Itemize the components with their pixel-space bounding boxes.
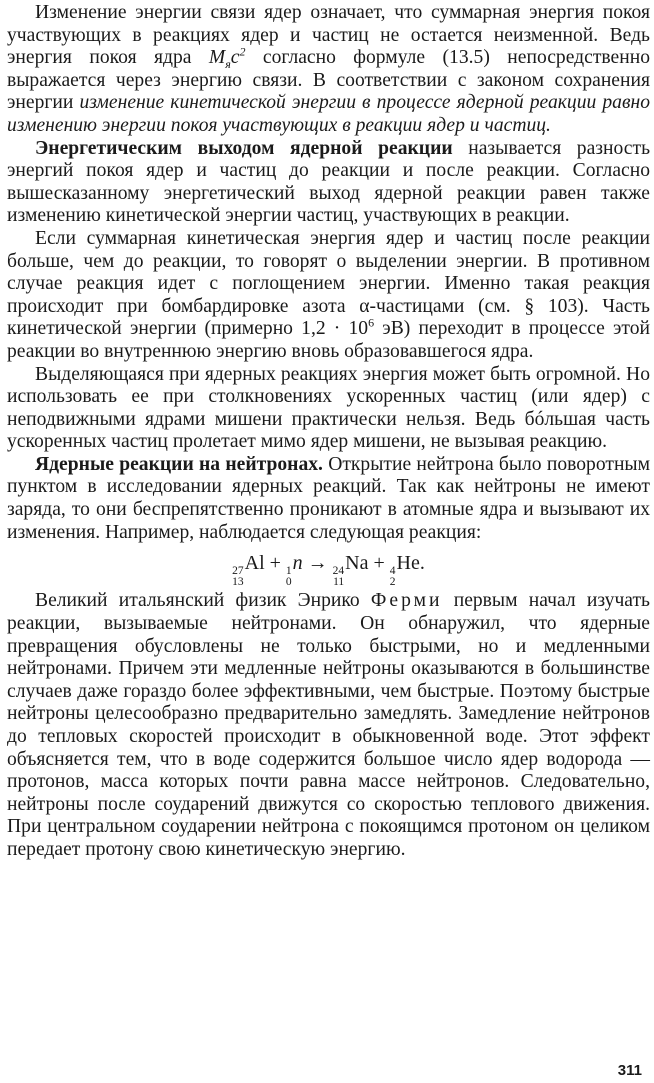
- paragraph-release-absorption: [7, 228, 650, 364]
- text-run: первым начал изучать реакции, вызываемые нейтронами. Он обнаружил, что ядерные превращения обусловлены не только быстрыми, но и медленными нейтронами. Причем эти медленные нейтроны оказываются в большинстве случаев даже гораздо более эффективными, чем быстрые. Поэтому быстрые нейтроны целесообразно предварительно замедлять. Замедление нейтронов до тепловых скоростей происходит в обыкновенной воде. Этот эффект объясняется тем, что в воде содержится большое число ядер водорода — протонов, масса которых почти равна массе нейтронов. Следовательно, нейтроны после соударений движутся со скоростью теплового движения. При центральном соударении нейтрона с покоящимся протоном он целиком передает протону свою кинетическую энергию.: [7, 590, 650, 860]
- isotope-indices: 27 13: [232, 565, 244, 589]
- isotope-indices: 24 11: [332, 565, 345, 589]
- section-heading-neutron-reactions: Ядерные реакции на нейтронах.: [35, 453, 323, 475]
- paragraph-energy-yield: [7, 138, 650, 228]
- exponent: 6: [368, 315, 375, 330]
- text-run: эВ) переходит в процессе этой реакции во внутреннюю энергию вновь образовавшегося ядра.: [7, 318, 651, 362]
- term-energy-yield: Энергетическим выходом ядерной реакции: [35, 137, 453, 159]
- nuclear-reaction-formula: [7, 546, 650, 588]
- italic-statement: изменение кинетической энергии в процессе ядерной реакции равно изменению энергии покоя участвующих в реакции ядер и частиц.: [7, 92, 650, 136]
- plus-sign: +: [368, 552, 390, 575]
- isotope-indices: 1 0: [285, 565, 292, 589]
- reaction-arrow: →: [302, 552, 333, 575]
- element-aluminium: Al: [244, 552, 265, 575]
- scientist-name: Ферми: [370, 590, 443, 612]
- neutron-symbol: n: [292, 552, 303, 575]
- text-run: Выделяющаяся при ядерных реакциях энергия может быть огромной. Но использовать ее при столкновениях ускоренных частиц (или ядер) с неподвижными ядрами мишени практически нельзя. Ведь бóльшая часть ускоренных частиц пролетает мимо ядер мишени, не вызывая реакцию.: [7, 363, 650, 453]
- paragraph-binding-energy: [7, 2, 650, 138]
- paragraph-fermi: [7, 590, 650, 861]
- element-helium: He: [396, 552, 420, 575]
- text-run: согласно формуле (13.5) непосредственно выражается через энергию связи. В соответствии с законом сохранения энергии: [7, 47, 650, 114]
- text-run: называется разность энергий покоя ядер и частиц до реакции и после реакции. Согласно вышесказанному энергетический выход ядерной реакции равен также изменению кинетической энергии частиц, участвующих в реакции.: [7, 137, 650, 227]
- page-number: 311: [617, 1062, 642, 1079]
- paragraph-large-energy: [7, 364, 650, 454]
- text-run: Изменение энергии связи ядер означает, что суммарная энергия покоя участвующих в реакциях ядер и частиц не остается неизменной. Ведь энергия покоя ядра: [7, 2, 650, 69]
- text-run: Открытие нейтрона было поворотным пунктом в исследовании ядерных реакций. Так как нейтроны не имеют заряда, то они беспрепятственно проникают в атомные ядра и вызывают их изменения. Например, наблюдается следующая реакция:: [7, 453, 650, 543]
- period: .: [419, 552, 425, 575]
- plus-sign: +: [264, 552, 286, 575]
- textbook-page: [7, 2, 650, 862]
- text-run: Если суммарная кинетическая энергия ядер и частиц после реакции больше, чем до реакции, то говорят о выделении энергии. В противном случае реакция идет с поглощением энергии. Именно такая реакция происходит при бомбардировке азота α-частицами (см. § 103). Часть кинетической энергии (примерно 1,2 · 10: [7, 227, 650, 340]
- isotope-indices: 4 2: [389, 565, 396, 589]
- paragraph-neutron-reactions: [7, 454, 650, 544]
- text-run: Великий итальянский физик Энрико: [35, 590, 371, 612]
- rest-mass-symbol: $M_яc^2$: [208, 44, 246, 72]
- element-sodium: Na: [345, 552, 369, 575]
